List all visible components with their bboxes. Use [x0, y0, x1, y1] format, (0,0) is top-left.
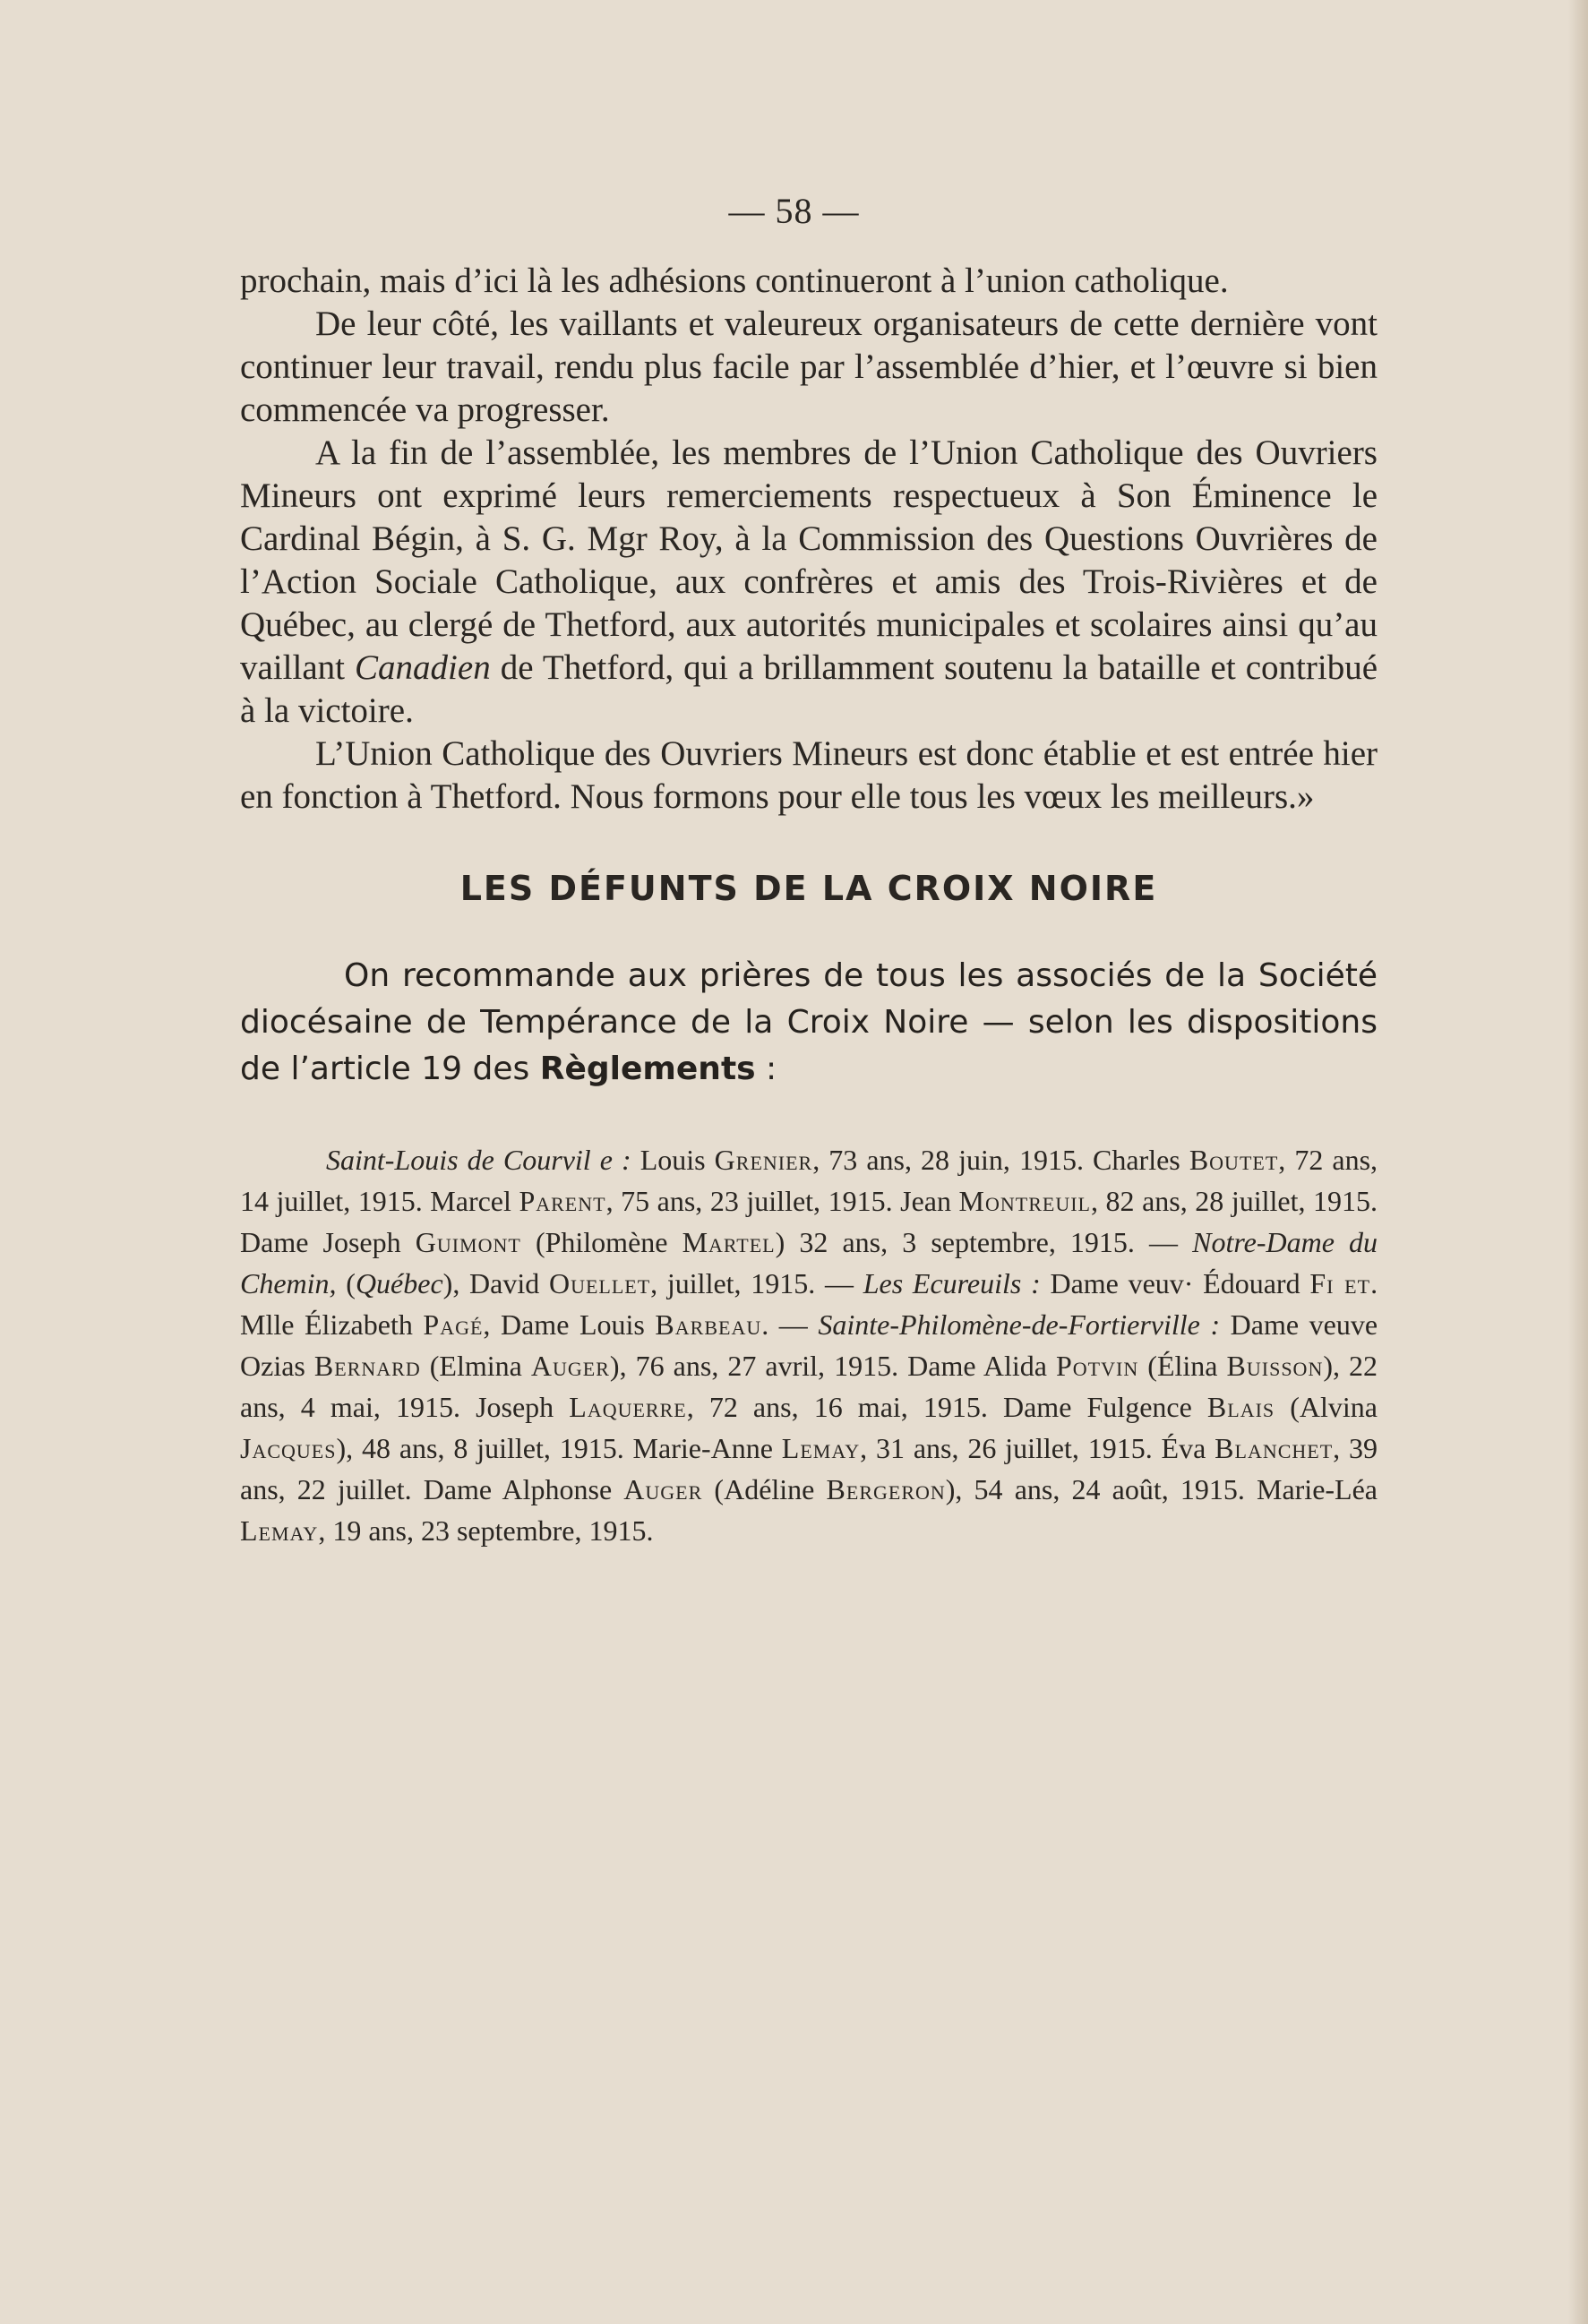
obituary-text: ), David: [442, 1267, 549, 1299]
page-number: — 58 —: [728, 191, 860, 231]
obituary-text: , juillet, 1915. —: [650, 1267, 863, 1299]
obituary-text: , 72 ans, 14 juillet, 1915. Marcel: [240, 1144, 1378, 1217]
surname: Montreuil: [958, 1185, 1091, 1217]
section-heading: LES DÉFUNTS DE LA CROIX NOIRE: [459, 869, 1158, 908]
surname: Bergeron: [826, 1473, 946, 1505]
surname: Jacques: [240, 1432, 337, 1464]
paragraph-3: [240, 432, 1378, 733]
intro-text-2: :: [755, 1051, 777, 1087]
obituary-text: ), 54 ans, 24 août, 1915. Marie-Léa: [945, 1473, 1378, 1505]
paragraph-1: prochain, mais d’ici là les adhésions continueront à l’union catholique.: [240, 262, 1229, 300]
obituary-text: ) 32 ans, 3 septembre, 1915. —: [775, 1226, 1193, 1258]
page-edge: [1568, 0, 1588, 2324]
obituary-text: ), 48 ans, 8 juillet, 1915. Marie-Anne: [336, 1432, 782, 1464]
surname: Lemay: [781, 1432, 861, 1464]
surname: Grenier: [714, 1144, 813, 1176]
parish-name: Les Ecureuils :: [863, 1267, 1041, 1299]
obituary-text: (Élina: [1138, 1350, 1227, 1382]
obituary-list: [240, 1139, 1378, 1551]
surname: Potvin: [1056, 1350, 1139, 1382]
obituary-text: . —: [761, 1308, 819, 1341]
surname: Blais: [1206, 1391, 1275, 1423]
surname: Pagé: [423, 1308, 484, 1341]
surname: Auger: [530, 1350, 610, 1382]
obituary-text: , 72 ans, 16 mai, 1915. Dame Fulgence: [686, 1391, 1207, 1423]
intro-text-1: On recommande aux prières de tous les associés de la Société diocésaine de Tempérance de la Croix Noire — selon les dispositions de l’article 19 des: [240, 957, 1378, 1087]
obituary-text: Dame veuv· Édouard: [1040, 1267, 1310, 1299]
paragraph-2: De leur côté, les vaillants et valeureux organisateurs de cette dernière vont continuer leur travail, rendu plus facile par l’assemblée d’hier, et l’œuvre si bien commencée va progresser.: [240, 304, 1378, 429]
obituary-text: (Adéline: [702, 1473, 827, 1505]
obituary-text: (Philomène: [520, 1226, 682, 1258]
place-name: Québec: [355, 1267, 443, 1299]
obituary-text: Louis: [631, 1144, 715, 1176]
surname: Laquerre: [569, 1391, 687, 1423]
obituary-text: , 39 ans, 22 juillet. Dame Alphonse: [240, 1432, 1378, 1505]
obituary-text: , 19 ans, 23 septembre, 1915.: [318, 1514, 654, 1547]
paragraph-3-text-start: A la fin de l’assemblée, les membres de l’Union Catholique des Ouvriers Mineurs ont exprimé leurs remerciements respectueux à Son Éminence le Cardinal Bégin, à S. G. Mgr Roy, à la Commission des Questions Ouvrières de l’Action Sociale Catholique, aux confrères et amis des Trois-Rivières et de Québec, au clergé de Thetford, aux autorités municipales et scolaires ainsi qu’au vaillant: [240, 433, 1378, 687]
obituary-text: ), 76 ans, 27 avril, 1915. Dame Alida: [609, 1350, 1056, 1382]
obituary-text: (Alvina: [1275, 1391, 1378, 1423]
surname: Guimont: [415, 1226, 521, 1258]
parish-name: Notre-Dame du Chemin,: [240, 1226, 1378, 1299]
surname: Barbeau: [655, 1308, 762, 1341]
surname: Auger: [623, 1473, 703, 1505]
parish-name: Saint-Louis de Courvil e :: [326, 1144, 631, 1176]
parish-name: Sainte-Philomène-de-Fortierville :: [818, 1308, 1221, 1341]
surname: Boutet: [1189, 1144, 1279, 1176]
page-content: [240, 260, 1378, 1551]
obituary-text: (: [336, 1267, 356, 1299]
obituary-text: (Elmina: [420, 1350, 531, 1382]
surname: Parent: [519, 1185, 606, 1217]
obituary-text: , 75 ans, 23 juillet, 1915. Jean: [605, 1185, 959, 1217]
obituary-text: Dame veuve Ozias: [240, 1308, 1378, 1382]
section-intro: [240, 953, 1378, 1093]
newspaper-title: Canadien: [355, 648, 491, 687]
surname: Bernard: [313, 1350, 421, 1382]
obituary-text: . Mlle Élizabeth: [240, 1267, 1378, 1341]
obituary-text: ), 22 ans, 4 mai, 1915. Joseph: [240, 1350, 1378, 1423]
surname: Martel: [682, 1226, 776, 1258]
obituary-text: , 73 ans, 28 juin, 1915. Charles: [812, 1144, 1189, 1176]
paragraph-3-text-end: de Thetford, qui a brillamment soutenu la bataille et contribué à la victoire.: [240, 648, 1378, 730]
obituary-text: , Dame Louis: [483, 1308, 656, 1341]
surname: Lemay: [240, 1514, 319, 1547]
surname: Ouellet: [548, 1267, 651, 1299]
intro-bold: Règlements: [539, 1051, 756, 1087]
obituary-text: , 82 ans, 28 juillet, 1915. Dame Joseph: [240, 1185, 1378, 1258]
surname: Buisson: [1226, 1350, 1324, 1382]
paragraph-4: L’Union Catholique des Ouvriers Mineurs est donc établie et est entrée hier en fonction à Thetford. Nous formons pour elle tous les vœux les meilleurs.»: [240, 734, 1378, 816]
obituary-text: , 31 ans, 26 juillet, 1915. Éva: [860, 1432, 1215, 1464]
surname: Blanchet: [1215, 1432, 1334, 1464]
surname: Fi et: [1309, 1267, 1371, 1299]
